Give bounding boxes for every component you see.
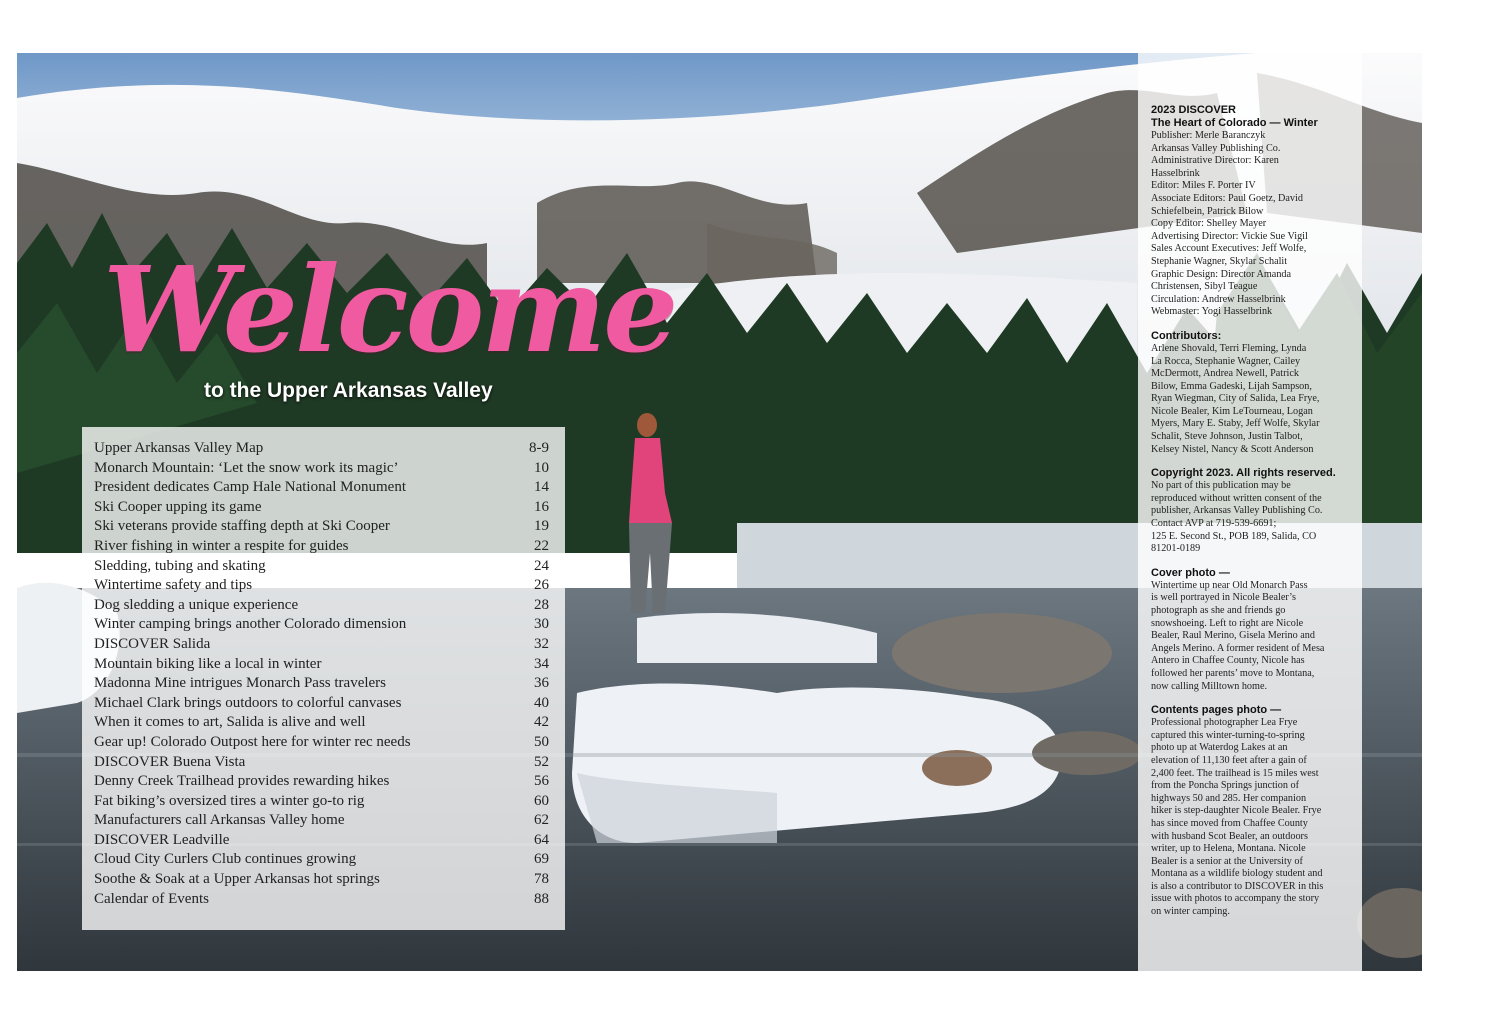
toc-entry-page: 60: [534, 792, 549, 809]
contents-photo-line: from the Poncha Springs junction of: [1151, 780, 1299, 792]
contents-photo-line: issue with photos to accompany the story: [1151, 893, 1320, 905]
masthead-line: Publisher: Merle Baranczyk: [1151, 130, 1266, 141]
masthead-line: Schiefelbein, Patrick Bilow: [1151, 205, 1264, 217]
toc-entry-page: 16: [534, 498, 549, 515]
toc-entry: [94, 891, 549, 911]
contributors-line: Nicole Bealer, Kim LeTourneau, Logan: [1151, 405, 1313, 417]
toc-entry-page: 8-9: [529, 440, 549, 456]
toc-entry: [94, 479, 549, 499]
toc-entry-title: Gear up! Colorado Outpost here for winter rec needs: [94, 733, 411, 750]
toc-entry: [94, 656, 549, 676]
contributors-line: Myers, Mary E. Staby, Jeff Wolfe, Skylar: [1151, 418, 1320, 430]
magazine-spread: [17, 53, 1422, 971]
cover-photo-line: now calling Milltown home.: [1151, 680, 1268, 692]
contributors-line: Bilow, Emma Gadeski, Lijah Sampson,: [1151, 380, 1312, 392]
contributors-line: La Rocca, Stephanie Wagner, Cailey: [1151, 355, 1301, 367]
toc-entry-title: Sledding, tubing and skating: [94, 557, 266, 574]
toc-entry-page: 24: [534, 557, 549, 574]
contents-photo-block: [1151, 704, 1352, 919]
masthead-line: Stephanie Wagner, Skylar Schalit: [1151, 255, 1288, 267]
copyright-line: No part of this publication may be: [1151, 480, 1291, 492]
toc-entry-page: 64: [534, 831, 549, 848]
contributors-block: [1151, 330, 1352, 456]
toc-entry: [94, 577, 549, 597]
masthead-heading: 2023 DISCOVER: [1151, 104, 1236, 116]
toc-entry-title: DISCOVER Buena Vista: [94, 753, 246, 770]
cover-photo-line: Wintertime up near Old Monarch Pass: [1151, 579, 1308, 591]
masthead-line: Editor: Miles F. Porter IV: [1151, 180, 1256, 192]
welcome-title: Welcome: [103, 240, 676, 379]
contents-photo-line: 2,400 feet. The trailhead is 15 miles west: [1151, 767, 1319, 779]
toc-entry-title: Wintertime safety and tips: [94, 577, 253, 594]
toc-entry-title: Monarch Mountain: ‘Let the snow work its magic’: [94, 459, 399, 476]
toc-entry: [94, 558, 549, 578]
toc-entry-title: Dog sledding a unique experience: [94, 596, 299, 613]
toc-entry-title: Denny Creek Trailhead provides rewarding hikes: [94, 773, 390, 790]
copyright-line: publisher, Arkansas Valley Publishing Co.: [1151, 505, 1323, 517]
toc-entry-page: 78: [534, 871, 549, 888]
toc-entry-page: 42: [534, 714, 549, 731]
toc-entry: [94, 597, 549, 617]
toc-entry-title: Mountain biking like a local in winter: [94, 655, 322, 672]
copyright-line: 125 E. Second St., POB 189, Salida, CO: [1151, 530, 1317, 542]
cover-photo-heading: Cover photo —: [1151, 566, 1230, 579]
masthead-line: Arkansas Valley Publishing Co.: [1151, 142, 1281, 154]
toc-entry-title: When it comes to art, Salida is alive and well: [94, 714, 366, 731]
toc-entry-page: 22: [534, 537, 549, 554]
toc-entry-title: River fishing in winter a respite for guides: [94, 537, 349, 554]
cover-photo-line: snowshoeing. Left to right are Nicole: [1151, 617, 1304, 629]
copyright-line: 81201-0189: [1151, 543, 1201, 555]
toc-entry-title: Ski veterans provide staffing depth at Ski Cooper: [94, 518, 390, 535]
toc-entry-title: Cloud City Curlers Club continues growing: [94, 851, 357, 868]
toc-entry-page: 50: [534, 733, 549, 750]
toc-entry-page: 32: [534, 635, 549, 652]
toc-entry-title: Upper Arkansas Valley Map: [94, 440, 264, 456]
contributors-line: Kelsey Nistel, Nancy & Scott Anderson: [1151, 443, 1314, 455]
toc-entry: [94, 812, 549, 832]
contributors-lines: [1151, 343, 1352, 456]
toc-entry: [94, 871, 549, 891]
contents-photo-line: captured this winter-turning-to-spring: [1151, 729, 1305, 741]
toc-entry-page: 19: [534, 518, 549, 535]
toc-entry-page: 28: [534, 596, 549, 613]
masthead-line: Associate Editors: Paul Goetz, David: [1151, 192, 1303, 204]
contents-photo-line: elevation of 11,130 feet after a gain of: [1151, 754, 1307, 766]
cover-photo-line: Bealer, Raul Merino, Gisela Merino and: [1151, 630, 1315, 642]
copyright-lines: [1151, 480, 1352, 556]
toc-entry: [94, 499, 549, 519]
contents-photo-line: highways 50 and 285. Her companion: [1151, 792, 1307, 804]
cover-photo-line: photograph as she and friends go: [1151, 605, 1286, 616]
contents-photo-line: photo up at Waterdog Lakes at an: [1151, 742, 1288, 754]
toc-entry-title: Michael Clark brings outdoors to colorful canvases: [94, 694, 402, 711]
masthead-lines: [1151, 130, 1352, 319]
toc-entry-page: 62: [534, 812, 549, 829]
toc-entry-page: 14: [534, 479, 549, 496]
toc-entry-title: DISCOVER Leadville: [94, 831, 230, 848]
contents-photo-line: Bealer is a senior at the University of: [1151, 855, 1303, 867]
toc-entry-title: Manufacturers call Arkansas Valley home: [94, 812, 345, 829]
toc-entry: [94, 773, 549, 793]
toc-entry: [94, 538, 549, 558]
contributors-heading: Contributors:: [1151, 329, 1222, 342]
cover-photo-lines: [1151, 580, 1352, 693]
cover-photo-block: [1151, 567, 1352, 693]
toc-entry: [94, 518, 549, 538]
toc-entry: [94, 793, 549, 813]
toc-entry-page: 69: [534, 851, 549, 868]
contents-photo-line: hiker is step-daughter Nicole Bealer. Frye: [1151, 805, 1322, 817]
toc-entry-page: 34: [534, 655, 549, 672]
contents-photo-lines: [1151, 717, 1352, 919]
toc-entry-title: Madonna Mine intrigues Monarch Pass travelers: [94, 675, 387, 692]
toc-entry-page: 88: [534, 890, 549, 907]
toc-entry-page: 56: [534, 773, 549, 790]
masthead-line: Circulation: Andrew Hasselbrink: [1151, 293, 1286, 305]
copyright-block: [1151, 467, 1352, 556]
toc-entry-page: 30: [534, 616, 549, 633]
toc-entry-page: 40: [534, 694, 549, 711]
table-of-contents: [82, 427, 565, 930]
toc-entry-title: Fat biking’s oversized tires a winter go-to rig: [94, 792, 365, 809]
toc-entry: [94, 754, 549, 774]
toc-entry: [94, 734, 549, 754]
masthead-line: Hasselbrink: [1151, 167, 1200, 179]
contributors-line: Ryan Wiegman, City of Salida, Lea Frye,: [1151, 393, 1320, 405]
copyright-line: Contact AVP at 719-539-6691;: [1151, 518, 1277, 530]
cover-photo-line: is well portrayed in Nicole Bealer’s: [1151, 592, 1296, 604]
toc-entry-page: 10: [534, 459, 549, 476]
masthead-line: Copy Editor: Shelley Mayer: [1151, 218, 1267, 230]
toc-entry-title: Winter camping brings another Colorado dimension: [94, 616, 407, 633]
masthead-line: Sales Account Executives: Jeff Wolfe,: [1151, 243, 1307, 255]
toc-entry-title: Soothe & Soak at a Upper Arkansas hot springs: [94, 871, 380, 888]
contents-photo-line: Montana as a wildlife biology student and: [1151, 868, 1323, 880]
masthead-line: Christensen, Sibyl Teague: [1151, 281, 1258, 293]
masthead-sidebar: [1138, 53, 1362, 971]
toc-entry: [94, 636, 549, 656]
masthead-line: Webmaster: Yogi Hasselbrink: [1151, 306, 1273, 318]
toc-entry: [94, 460, 549, 480]
contents-photo-heading: Contents pages photo —: [1151, 704, 1282, 717]
contents-photo-line: has since moved from Chaffee County: [1151, 817, 1308, 829]
masthead-line: Advertising Director: Vickie Sue Vigil: [1151, 230, 1308, 242]
contributors-line: Arlene Shovald, Terri Fleming, Lynda: [1151, 342, 1307, 354]
copyright-heading: Copyright 2023. All rights reserved.: [1151, 467, 1336, 480]
toc-entry: [94, 695, 549, 715]
masthead-subheading: The Heart of Colorado — Winter: [1151, 117, 1318, 129]
toc-entry-title: DISCOVER Salida: [94, 635, 211, 652]
toc-entry-title: Ski Cooper upping its game: [94, 498, 262, 515]
contents-photo-line: is also a contributor to DISCOVER in this: [1151, 880, 1324, 892]
masthead-line: Administrative Director: Karen: [1151, 155, 1279, 167]
cover-photo-line: Angels Merino. A former resident of Mesa: [1151, 642, 1325, 654]
contents-photo-line: writer, up to Helena, Montana. Nicole: [1151, 843, 1306, 855]
contents-photo-line: on winter camping.: [1151, 906, 1230, 918]
toc-entry-page: 36: [534, 675, 549, 692]
welcome-subtitle: to the Upper Arkansas Valley: [204, 379, 493, 402]
toc-entry-title: Calendar of Events: [94, 890, 209, 907]
toc-entry: [94, 440, 549, 460]
contributors-line: Schalit, Steve Johnson, Justin Talbot,: [1151, 431, 1303, 443]
toc-entry-page: 26: [534, 577, 549, 594]
toc-entry: [94, 675, 549, 695]
toc-entry-page: 52: [534, 753, 549, 770]
cover-photo-line: Antero in Chaffee County, Nicole has: [1151, 655, 1305, 667]
toc-entry: [94, 832, 549, 852]
masthead-line: Graphic Design: Director Amanda: [1151, 268, 1292, 280]
toc-entry: [94, 616, 549, 636]
toc-entry: [94, 714, 549, 734]
toc-entry: [94, 851, 549, 871]
masthead-block: [1151, 104, 1352, 319]
copyright-line: reproduced without written consent of the: [1151, 492, 1322, 504]
cover-photo-line: followed her parents’ move to Montana,: [1151, 667, 1315, 679]
contributors-line: McDermott, Andrea Newell, Patrick: [1151, 368, 1299, 380]
toc-entry-title: President dedicates Camp Hale National Monument: [94, 479, 407, 496]
contents-photo-line: Professional photographer Lea Frye: [1151, 717, 1298, 729]
contents-photo-line: with husband Scot Bealer, an outdoors: [1151, 830, 1308, 842]
